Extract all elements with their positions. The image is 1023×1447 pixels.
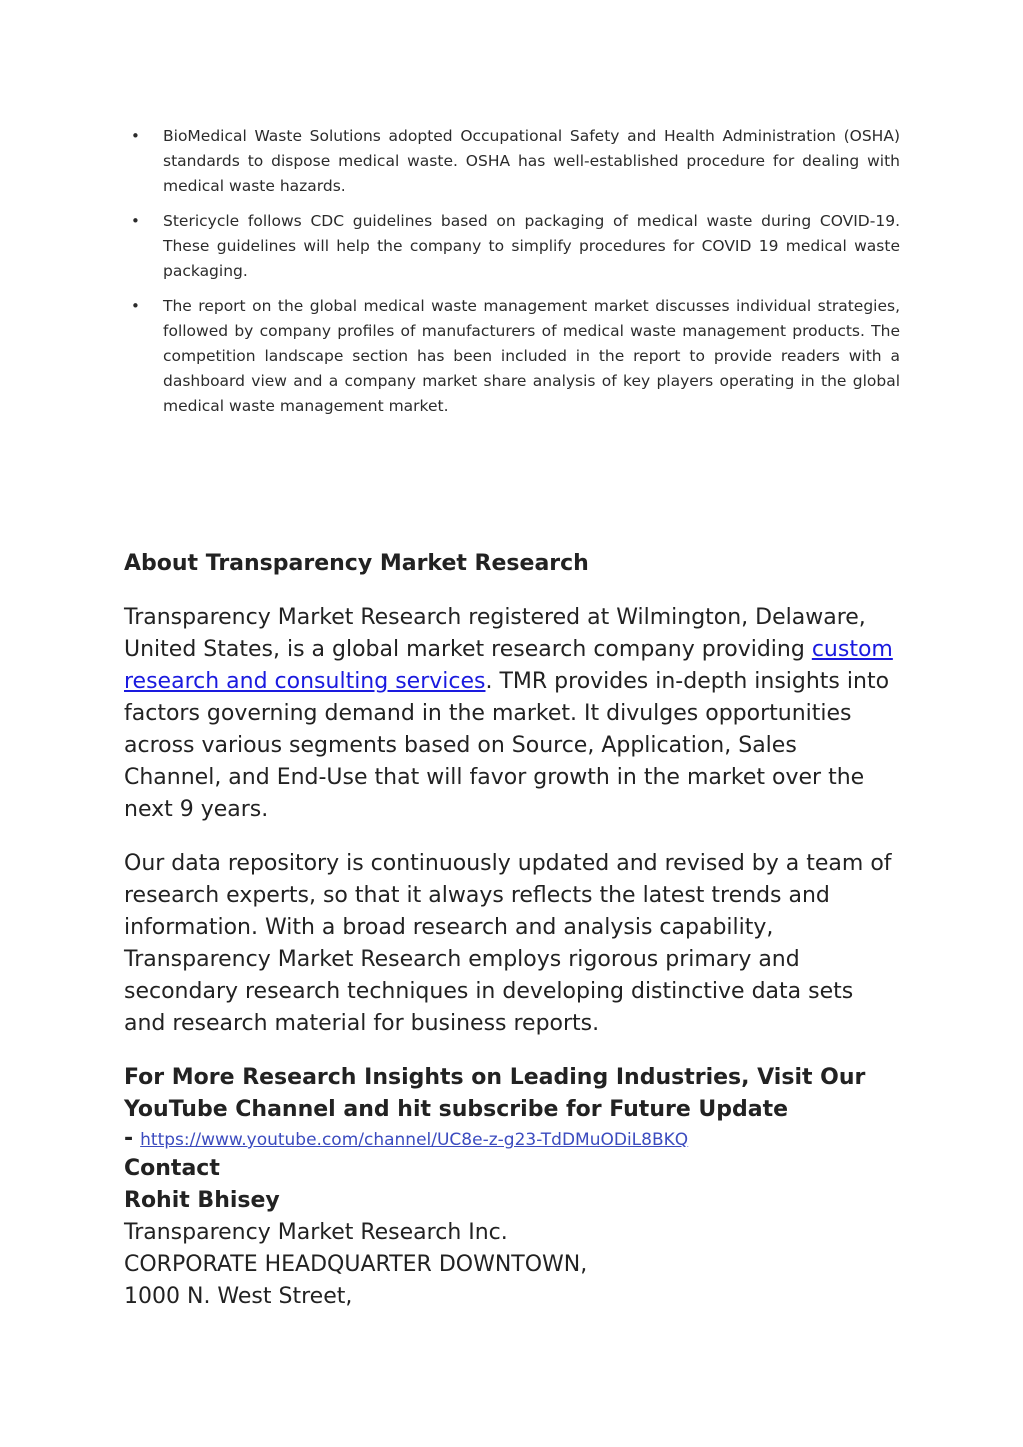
youtube-heading: For More Research Insights on Leading Industries, Visit Our YouTube Channel and hit subscribe for Future Update <box>124 1065 866 1122</box>
list-item <box>124 124 900 199</box>
bullet-icon: • <box>131 297 140 315</box>
bullet-text: The report on the global medical waste management market discusses individual strategies, followed by company profiles of manufacturers of medical waste management products. The competition landscape section has been included in the report to provide readers with a dashboard view and a company market share analysis of key players operating in the global medical waste management market. <box>163 297 900 415</box>
bullet-icon: • <box>131 127 140 145</box>
contact-hq: CORPORATE HEADQUARTER DOWNTOWN, <box>124 1252 588 1277</box>
about-paragraph-1-rest: . TMR provides in-depth insights into factors governing demand in the market. It divulges opportunities across various segments based on Source, Application, Sales Channel, and End-Use that will favor growth in the market over the next 9 years. <box>124 669 890 822</box>
youtube-link-line <box>124 1126 900 1153</box>
bullet-text: Stericycle follows CDC guidelines based on packaging of medical waste during COVID-19. These guidelines will help the company to simplify procedures for COVID 19 medical waste packaging. <box>163 212 900 280</box>
contact-name: Rohit Bhisey <box>124 1188 280 1213</box>
youtube-channel-link[interactable]: https://www.youtube.com/channel/UC8e-z-g23-TdDMuODiL8BKQ <box>140 1130 689 1150</box>
about-paragraph-1-text: Transparency Market Research registered at Wilmington, Delaware, United States, is a global market research company providing <box>124 605 866 662</box>
dash-text: - <box>124 1126 134 1151</box>
list-item <box>124 209 900 284</box>
bullet-icon: • <box>131 212 140 230</box>
list-item <box>124 294 900 419</box>
contact-street: 1000 N. West Street, <box>124 1284 353 1309</box>
about-paragraph-1 <box>124 602 900 826</box>
about-paragraph-2: Our data repository is continuously updated and revised by a team of research experts, so that it always reflects the latest trends and information. With a broad research and analysis capability, Transparency Market Research employs rigorous primary and secondary research techniques in developing distinctive data sets and research material for business reports. <box>124 851 892 1036</box>
bullet-list <box>124 124 900 429</box>
contact-label: Contact <box>124 1156 220 1181</box>
about-section <box>124 548 900 1313</box>
bullet-text: BioMedical Waste Solutions adopted Occupational Safety and Health Administration (OSHA) standards to dispose medical waste. OSHA has well-established procedure for dealing with medical waste hazards. <box>163 127 900 195</box>
custom-research-link[interactable]: custom research and consulting services <box>124 637 893 694</box>
contact-company: Transparency Market Research Inc. <box>124 1220 508 1245</box>
about-heading: About Transparency Market Research <box>124 551 589 576</box>
